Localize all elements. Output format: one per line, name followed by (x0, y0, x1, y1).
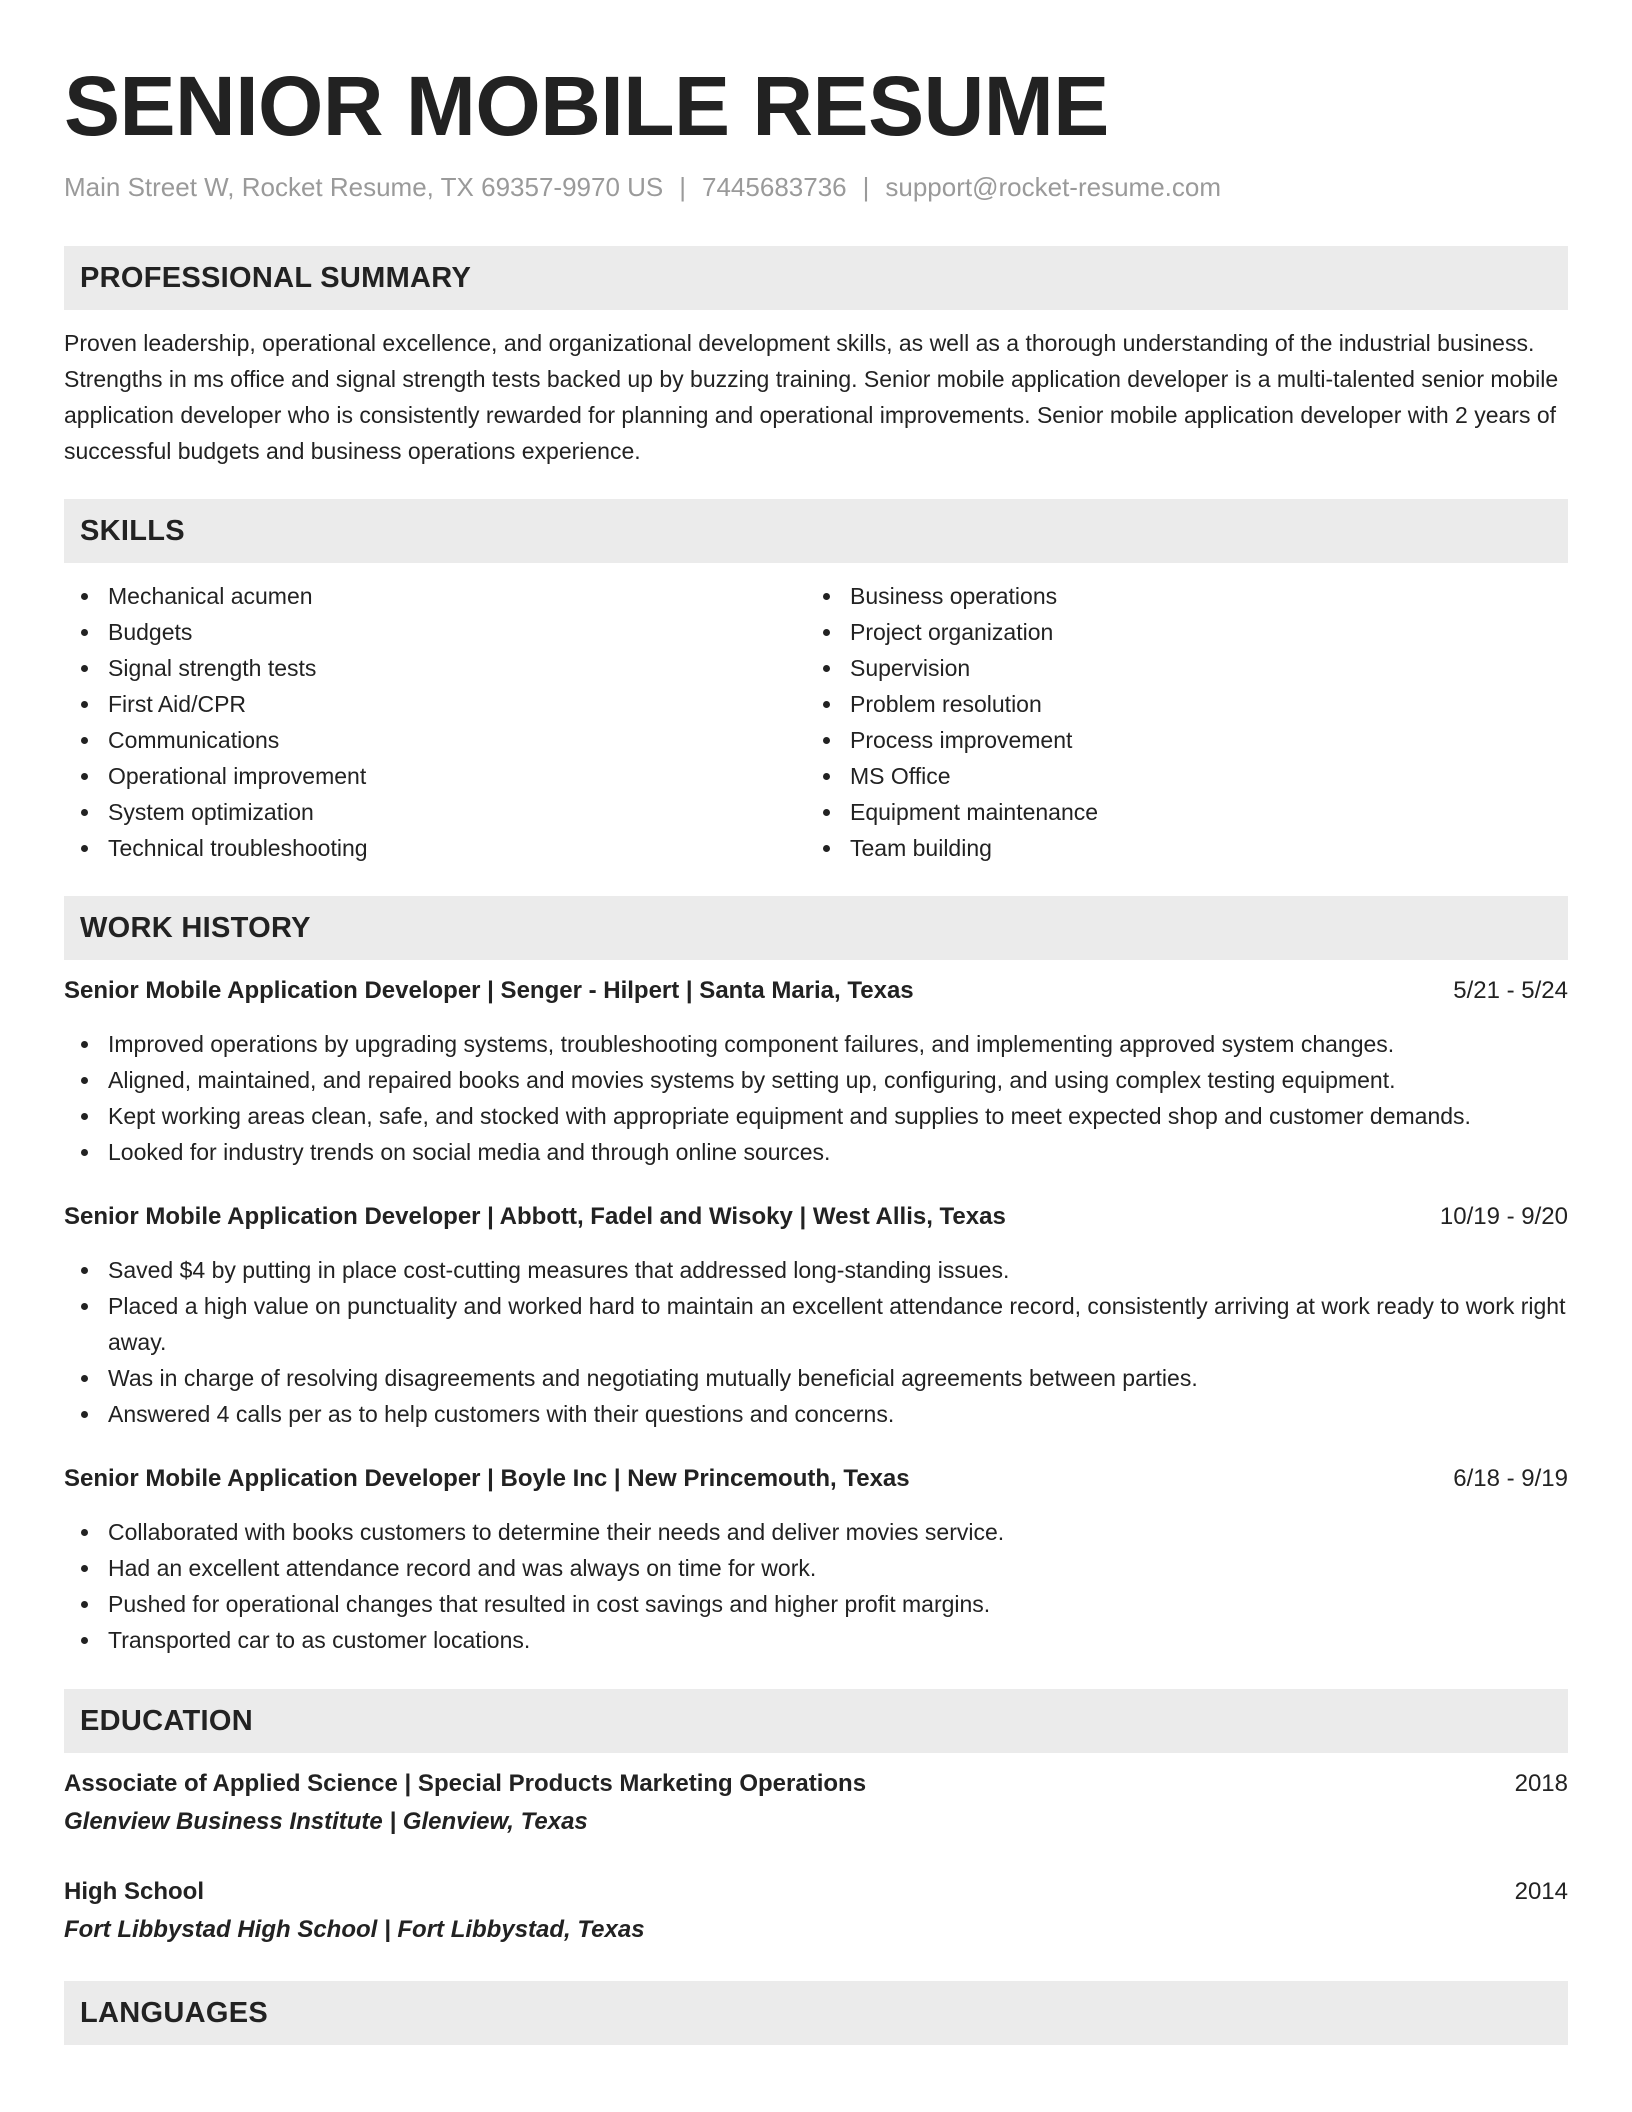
skill-item: First Aid/CPR (64, 686, 806, 722)
job-bullet: Transported car to as customer locations. (64, 1622, 1568, 1658)
job-title: Senior Mobile Application Developer | Boyle Inc | New Princemouth, Texas (64, 1465, 910, 1492)
skill-item: Business operations (806, 578, 1548, 614)
contact-line (64, 170, 1568, 204)
skills-column-left (64, 578, 806, 866)
job-bullets (64, 1252, 1568, 1432)
skill-item: Technical troubleshooting (64, 830, 806, 866)
education-header (64, 1766, 1568, 1802)
skill-item: Budgets (64, 614, 806, 650)
skill-item: Supervision (806, 650, 1548, 686)
job-date: 6/18 - 9/19 (1453, 1465, 1568, 1492)
job-header (64, 1461, 1568, 1497)
education-year: 2018 (1514, 1770, 1568, 1797)
skill-item: Signal strength tests (64, 650, 806, 686)
skill-item: Process improvement (806, 722, 1548, 758)
education-school: Glenview Business Institute | Glenview, Texas (64, 1808, 588, 1835)
job-entry (64, 1199, 1568, 1432)
education-school: Fort Libbystad High School | Fort Libbystad, Texas (64, 1916, 645, 1943)
skill-item: Operational improvement (64, 758, 806, 794)
education-year: 2014 (1514, 1878, 1568, 1905)
resume-name: SENIOR MOBILE RESUME (64, 59, 1109, 153)
job-entry (64, 973, 1568, 1170)
skills-list (64, 578, 1568, 866)
section-header-languages: LANGUAGES (64, 1981, 1568, 2045)
job-bullets (64, 1026, 1568, 1170)
job-bullet: Kept working areas clean, safe, and stocked with appropriate equipment and supplies to meet expected shop and customer demands. (64, 1098, 1568, 1134)
contact-separator: | (862, 172, 870, 202)
job-title: Senior Mobile Application Developer | Senger - Hilpert | Santa Maria, Texas (64, 977, 914, 1004)
job-bullet: Pushed for operational changes that resulted in cost savings and higher profit margins. (64, 1586, 1568, 1622)
contact-email: support@rocket-resume.com (885, 172, 1222, 202)
education-degree: High School (64, 1878, 204, 1905)
skill-item: System optimization (64, 794, 806, 830)
job-header (64, 973, 1568, 1009)
education-header (64, 1874, 1568, 1910)
job-entry (64, 1461, 1568, 1658)
skills-column-right (806, 578, 1548, 866)
job-bullet: Collaborated with books customers to determine their needs and deliver movies service. (64, 1514, 1568, 1550)
job-bullet: Looked for industry trends on social media and through online sources. (64, 1134, 1568, 1170)
skill-item: Problem resolution (806, 686, 1548, 722)
section-header-summary: PROFESSIONAL SUMMARY (64, 246, 1568, 310)
education-entry (64, 1874, 1568, 1948)
section-header-education: EDUCATION (64, 1689, 1568, 1753)
job-bullet: Had an excellent attendance record and was always on time for work. (64, 1550, 1568, 1586)
job-date: 5/21 - 5/24 (1453, 977, 1568, 1004)
job-date: 10/19 - 9/20 (1439, 1203, 1568, 1230)
skill-item: Team building (806, 830, 1548, 866)
job-bullet: Aligned, maintained, and repaired books and movies systems by setting up, configuring, and using complex testing equipment. (64, 1062, 1568, 1098)
skill-item: Communications (64, 722, 806, 758)
contact-separator: | (679, 172, 687, 202)
job-title: Senior Mobile Application Developer | Abbott, Fadel and Wisoky | West Allis, Texas (64, 1203, 1006, 1230)
skill-item: Mechanical acumen (64, 578, 806, 614)
summary-text: Proven leadership, operational excellence, and organizational development skills, as well as a thorough understanding of the industrial business. Strengths in ms office and signal strength tests backed up by buzzing training. Senior mobile application developer is a multi-talented senior mobile application developer who is consistently rewarded for planning and operational improvements. Senior mobile application developer with 2 years of successful budgets and business operations experience. (64, 330, 1559, 464)
job-bullet: Improved operations by upgrading systems, troubleshooting component failures, and implementing approved system changes. (64, 1026, 1568, 1062)
job-bullet: Placed a high value on punctuality and worked hard to maintain an excellent attendance record, consistently arriving at work ready to work right away. (64, 1288, 1568, 1360)
skill-item: MS Office (806, 758, 1548, 794)
job-bullets (64, 1514, 1568, 1658)
job-bullet: Was in charge of resolving disagreements and negotiating mutually beneficial agreements between parties. (64, 1360, 1568, 1396)
section-header-skills: SKILLS (64, 499, 1568, 563)
education-degree: Associate of Applied Science | Special Products Marketing Operations (64, 1770, 867, 1797)
section-header-work-history: WORK HISTORY (64, 896, 1568, 960)
skill-item: Project organization (806, 614, 1548, 650)
education-entry (64, 1766, 1568, 1840)
job-bullet: Answered 4 calls per as to help customers with their questions and concerns. (64, 1396, 1568, 1432)
contact-address: Main Street W, Rocket Resume, TX 69357-9970 US (64, 172, 664, 202)
job-header (64, 1199, 1568, 1235)
skill-item: Equipment maintenance (806, 794, 1548, 830)
job-bullet: Saved $4 by putting in place cost-cutting measures that addressed long-standing issues. (64, 1252, 1568, 1288)
contact-phone: 7445683736 (702, 172, 847, 202)
